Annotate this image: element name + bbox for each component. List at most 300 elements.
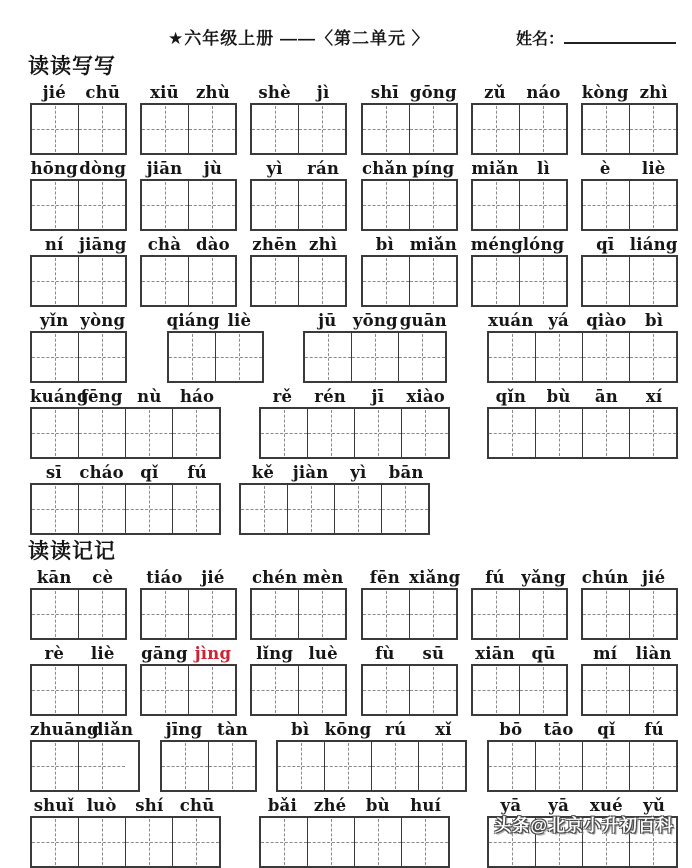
grid-cell: [188, 590, 235, 638]
word-group: [471, 82, 568, 155]
writing-grid: [250, 179, 347, 231]
word-group: [250, 158, 347, 231]
pinyin-label: [471, 234, 568, 255]
writing-grid: [250, 255, 347, 307]
grid-cell: [629, 409, 676, 457]
pinyin-syllable: kě: [251, 463, 275, 482]
grid-cell: [252, 590, 298, 638]
word-group: [250, 234, 347, 307]
writing-grid: [30, 407, 221, 459]
pinyin-syllable: cháo: [79, 463, 124, 482]
pinyin-syllable: bì: [375, 235, 394, 254]
word-group: [30, 386, 221, 459]
word-group: [487, 719, 678, 792]
grid-cell: [535, 333, 582, 381]
writing-grid: [140, 179, 237, 231]
pinyin-label: [30, 310, 127, 331]
writing-grid: [471, 179, 568, 231]
word-group: [361, 643, 458, 716]
grid-cell: [473, 181, 519, 229]
writing-grid: [581, 664, 678, 716]
pinyin-syllable: sū: [422, 644, 445, 663]
grid-cell: [169, 333, 215, 381]
writing-grid: [30, 664, 127, 716]
word-group: [581, 158, 678, 231]
grid-cell: [489, 333, 535, 381]
pinyin-syllable: xiān: [475, 644, 515, 663]
pinyin-syllable: xǐ: [435, 720, 452, 739]
pinyin-syllable: jì: [316, 83, 330, 102]
pinyin-syllable: lì: [537, 159, 550, 178]
pinyin-syllable: mí: [593, 644, 618, 663]
pinyin-syllable: zhuāng: [30, 720, 99, 739]
pinyin-syllable: nù: [137, 387, 162, 406]
grid-cell: [401, 818, 448, 866]
pinyin-syllable: jìng: [194, 644, 232, 663]
grid-cell: [473, 257, 519, 305]
grid-cell: [582, 333, 629, 381]
pinyin-syllable: yá: [548, 311, 569, 330]
pinyin-syllable: dòng: [79, 159, 127, 178]
watermark: 头条@北京小升初百科: [494, 816, 674, 835]
word-row: [0, 719, 692, 792]
grid-cell: [78, 257, 125, 305]
writing-grid: [250, 103, 347, 155]
pinyin-syllable: bō: [499, 720, 523, 739]
grid-cell: [409, 181, 456, 229]
section-title: 读读记记: [28, 540, 116, 563]
pinyin-syllable: píng: [412, 159, 455, 178]
pinyin-label: [487, 386, 678, 407]
word-group: [276, 719, 467, 792]
pinyin-syllable: méng: [470, 235, 524, 254]
pinyin-label: [471, 158, 568, 179]
grid-cell: [363, 181, 409, 229]
grid-cell: [583, 105, 629, 153]
word-group: [30, 82, 127, 155]
word-group: [471, 643, 568, 716]
grid-cell: [78, 105, 125, 153]
pinyin-syllable: háo: [179, 387, 215, 406]
pinyin-syllable: gōng: [409, 83, 457, 102]
grid-cell: [78, 590, 125, 638]
writing-grid: [30, 331, 127, 383]
pinyin-syllable: yǐn: [40, 311, 69, 330]
grid-cell: [582, 742, 629, 790]
grid-cell: [583, 590, 629, 638]
pinyin-syllable: tàn: [217, 720, 248, 739]
grid-cell: [324, 742, 371, 790]
grid-cell: [629, 590, 676, 638]
pinyin-label: [30, 158, 127, 179]
grid-cell: [307, 818, 354, 866]
grid-cell: [298, 181, 345, 229]
pinyin-label: [140, 82, 237, 103]
pinyin-label: [30, 386, 221, 407]
grid-cell: [32, 666, 78, 714]
pinyin-syllable: chū: [179, 796, 215, 815]
pinyin-syllable: bǎi: [267, 796, 297, 815]
grid-cell: [371, 742, 418, 790]
pinyin-label: [581, 158, 678, 179]
pinyin-syllable: xí: [645, 387, 663, 406]
grid-cell: [125, 818, 172, 866]
grid-cell: [188, 105, 235, 153]
grid-cell: [489, 742, 535, 790]
pinyin-syllable: xiū: [150, 83, 179, 102]
grid-cell: [142, 666, 188, 714]
pinyin-syllable: qǐn: [495, 387, 527, 406]
pinyin-syllable: náo: [526, 83, 561, 102]
writing-grid: [303, 331, 447, 383]
pinyin-syllable: xiào: [406, 387, 445, 406]
grid-cell: [519, 590, 566, 638]
word-row: [0, 462, 692, 535]
pinyin-syllable: fú: [644, 720, 664, 739]
writing-grid: [140, 588, 237, 640]
pinyin-syllable: tāo: [543, 720, 574, 739]
word-group: [140, 567, 237, 640]
grid-cell: [125, 409, 172, 457]
name-field: [516, 26, 676, 49]
pinyin-syllable: rě: [272, 387, 293, 406]
pinyin-syllable: jiān: [146, 159, 183, 178]
writing-grid: [30, 740, 140, 792]
pinyin-label: [471, 643, 568, 664]
header: [0, 0, 692, 50]
word-group: [487, 386, 678, 459]
pinyin-label: [361, 234, 458, 255]
grid-cell: [78, 485, 125, 533]
pinyin-label: [259, 386, 450, 407]
writing-grid: [30, 255, 127, 307]
pinyin-syllable: yǎng: [521, 568, 566, 587]
grid-cell: [418, 742, 465, 790]
grid-cell: [354, 409, 401, 457]
word-group: [167, 310, 264, 383]
grid-cell: [78, 333, 125, 381]
grid-cell: [142, 181, 188, 229]
grid-cell: [32, 257, 78, 305]
writing-grid: [487, 740, 678, 792]
pinyin-syllable: kōng: [324, 720, 372, 739]
grid-cell: [298, 590, 345, 638]
name-label: 姓名：: [515, 31, 564, 48]
word-group: [361, 158, 458, 231]
pinyin-syllable: guān: [399, 311, 447, 330]
pinyin-syllable: qǐ: [597, 720, 616, 739]
grid-cell: [409, 105, 456, 153]
word-group: [30, 310, 127, 383]
grid-cell: [241, 485, 287, 533]
pinyin-label: [250, 567, 347, 588]
word-group: [30, 567, 127, 640]
writing-grid: [250, 664, 347, 716]
pinyin-label: [361, 567, 461, 588]
worksheet-body: [0, 54, 692, 868]
pinyin-syllable: miǎn: [409, 235, 457, 254]
pinyin-syllable: liè: [641, 159, 666, 178]
grid-cell: [78, 181, 125, 229]
writing-grid: [30, 179, 127, 231]
word-row: [0, 567, 692, 640]
grid-cell: [252, 105, 298, 153]
pinyin-label: [250, 158, 347, 179]
pinyin-syllable: huí: [410, 796, 442, 815]
grid-cell: [252, 666, 298, 714]
word-row: [0, 158, 692, 231]
grid-cell: [629, 666, 676, 714]
pinyin-label: [487, 719, 678, 740]
pinyin-syllable: gāng: [141, 644, 188, 663]
grid-cell: [473, 105, 519, 153]
pinyin-syllable: yā: [548, 796, 569, 815]
word-group: [361, 82, 458, 155]
pinyin-syllable: shī: [370, 83, 399, 102]
pinyin-syllable: dào: [196, 235, 230, 254]
word-group: [30, 643, 127, 716]
grid-cell: [142, 590, 188, 638]
writing-grid: [160, 740, 257, 792]
pinyin-syllable: jiàn: [292, 463, 329, 482]
word-group: [471, 158, 568, 231]
pinyin-label: [30, 795, 221, 816]
pinyin-label: [361, 643, 458, 664]
pinyin-syllable: mèn: [302, 568, 344, 587]
pinyin-syllable: qī: [596, 235, 615, 254]
pinyin-label: [30, 567, 127, 588]
grid-cell: [261, 818, 307, 866]
pinyin-label: [581, 643, 678, 664]
word-group: [487, 310, 678, 383]
pinyin-syllable: fú: [485, 568, 505, 587]
grid-cell: [629, 333, 676, 381]
pinyin-syllable: jié: [642, 568, 666, 587]
pinyin-syllable: yì: [266, 159, 283, 178]
word-group: [303, 310, 447, 383]
writing-grid: [167, 331, 264, 383]
grid-cell: [278, 742, 324, 790]
grid-cell: [535, 409, 582, 457]
grid-cell: [78, 409, 125, 457]
grid-cell: [78, 818, 125, 866]
pinyin-syllable: bù: [365, 796, 390, 815]
grid-cell: [172, 409, 219, 457]
pinyin-syllable: jiāng: [79, 235, 127, 254]
pinyin-label: [30, 234, 127, 255]
pinyin-label: [140, 567, 237, 588]
grid-cell: [582, 409, 629, 457]
pinyin-syllable: miǎn: [471, 159, 519, 178]
pinyin-label: [140, 158, 237, 179]
word-group: [581, 567, 678, 640]
pinyin-label: [250, 82, 347, 103]
pinyin-syllable: tiáo: [146, 568, 183, 587]
pinyin-syllable: bān: [388, 463, 424, 482]
grid-cell: [32, 485, 78, 533]
grid-cell: [298, 257, 345, 305]
word-group: [471, 234, 568, 307]
pinyin-syllable: fú: [187, 463, 207, 482]
grid-cell: [401, 409, 448, 457]
writing-grid: [276, 740, 467, 792]
pinyin-label: [30, 82, 127, 103]
grid-cell: [409, 666, 456, 714]
pinyin-syllable: zhì: [639, 83, 668, 102]
pinyin-label: [487, 310, 678, 331]
grid-cell: [261, 409, 307, 457]
grid-cell: [583, 666, 629, 714]
writing-grid: [471, 588, 568, 640]
pinyin-label: [167, 310, 264, 331]
grid-cell: [363, 666, 409, 714]
grid-cell: [32, 181, 78, 229]
pinyin-syllable: chén: [251, 568, 298, 587]
pinyin-label: [140, 643, 237, 664]
pinyin-syllable: xiǎng: [409, 568, 461, 587]
pinyin-label: [30, 462, 221, 483]
grid-cell: [298, 105, 345, 153]
writing-grid: [259, 407, 450, 459]
grid-cell: [629, 257, 676, 305]
grid-cell: [629, 181, 676, 229]
pinyin-label: [239, 462, 430, 483]
grid-cell: [519, 181, 566, 229]
word-group: [30, 158, 127, 231]
pinyin-syllable: yì: [350, 463, 367, 482]
writing-grid: [487, 407, 678, 459]
pinyin-syllable: qū: [531, 644, 556, 663]
pinyin-syllable: zhēn: [252, 235, 297, 254]
grid-cell: [305, 333, 351, 381]
pinyin-syllable: chū: [85, 83, 121, 102]
pinyin-syllable: yòng: [80, 311, 126, 330]
writing-grid: [581, 588, 678, 640]
pinyin-syllable: lóng: [522, 235, 565, 254]
grid-cell: [215, 333, 262, 381]
pinyin-label: [471, 82, 568, 103]
writing-grid: [581, 103, 678, 155]
word-group: [140, 158, 237, 231]
pinyin-syllable: fēn: [369, 568, 400, 587]
writing-grid: [361, 588, 458, 640]
word-group: [30, 719, 140, 792]
pinyin-label: [361, 158, 458, 179]
grid-cell: [142, 257, 188, 305]
pinyin-syllable: jū: [318, 311, 337, 330]
pinyin-syllable: shí: [135, 796, 164, 815]
pinyin-syllable: hōng: [30, 159, 78, 178]
pinyin-label: [276, 719, 467, 740]
pinyin-syllable: rè: [44, 644, 65, 663]
grid-cell: [172, 818, 219, 866]
grid-cell: [473, 666, 519, 714]
pinyin-syllable: luè: [308, 644, 338, 663]
grid-cell: [142, 105, 188, 153]
pinyin-label: [30, 719, 140, 740]
pinyin-syllable: zǔ: [484, 83, 506, 102]
word-group: [140, 234, 237, 307]
grid-cell: [78, 742, 125, 790]
pinyin-syllable: liáng: [629, 235, 678, 254]
writing-grid: [471, 255, 568, 307]
pinyin-syllable: diǎn: [91, 720, 134, 739]
pinyin-label: [361, 82, 458, 103]
pinyin-syllable: lǐng: [256, 644, 294, 663]
grid-cell: [363, 590, 409, 638]
writing-grid: [239, 483, 430, 535]
pinyin-syllable: yā: [500, 796, 522, 815]
pinyin-label: [581, 82, 678, 103]
pinyin-syllable: xué: [589, 796, 623, 815]
writing-grid: [581, 255, 678, 307]
writing-grid: [30, 816, 221, 868]
grid-cell: [363, 257, 409, 305]
writing-grid: [581, 179, 678, 231]
pinyin-syllable: rán: [307, 159, 340, 178]
pinyin-syllable: zhù: [195, 83, 230, 102]
pinyin-label: [581, 567, 678, 588]
pinyin-label: [250, 234, 347, 255]
pinyin-syllable: ní: [44, 235, 64, 254]
pinyin-syllable: shè: [258, 83, 291, 102]
pinyin-syllable: liè: [227, 311, 252, 330]
grid-cell: [583, 181, 629, 229]
grid-cell: [188, 181, 235, 229]
word-group: [361, 567, 461, 640]
writing-grid: [30, 588, 127, 640]
writing-grid: [361, 664, 458, 716]
pinyin-syllable: fēng: [80, 387, 123, 406]
pinyin-syllable: fù: [375, 644, 395, 663]
name-blank-line: [564, 28, 676, 44]
pinyin-label: [140, 234, 237, 255]
pinyin-syllable: jīng: [165, 720, 203, 739]
grid-cell: [32, 818, 78, 866]
pinyin-syllable: liàn: [635, 644, 672, 663]
pinyin-syllable: zhé: [313, 796, 347, 815]
word-group: [250, 567, 347, 640]
writing-grid: [361, 103, 458, 155]
pinyin-syllable: xuán: [488, 311, 534, 330]
pinyin-syllable: rén: [314, 387, 347, 406]
pinyin-syllable: jù: [203, 159, 223, 178]
writing-grid: [140, 103, 237, 155]
grid-cell: [252, 181, 298, 229]
grid-cell: [519, 666, 566, 714]
grid-cell: [409, 590, 456, 638]
grid-cell: [519, 257, 566, 305]
pinyin-syllable: yǔ: [643, 796, 666, 815]
pinyin-label: [250, 643, 347, 664]
grid-cell: [473, 590, 519, 638]
grid-cell: [32, 742, 78, 790]
pinyin-syllable: qiáng: [166, 311, 220, 330]
writing-grid: [250, 588, 347, 640]
pinyin-syllable: bù: [546, 387, 571, 406]
pinyin-syllable: sī: [45, 463, 62, 482]
word-row: [0, 310, 692, 383]
pinyin-syllable: ān: [594, 387, 618, 406]
pinyin-label: [471, 567, 568, 588]
grid-cell: [287, 485, 334, 533]
grid-cell: [583, 257, 629, 305]
grid-cell: [188, 257, 235, 305]
pinyin-syllable: kān: [36, 568, 72, 587]
pinyin-syllable: cè: [92, 568, 114, 587]
pinyin-syllable: rú: [385, 720, 407, 739]
pinyin-label: [30, 643, 127, 664]
